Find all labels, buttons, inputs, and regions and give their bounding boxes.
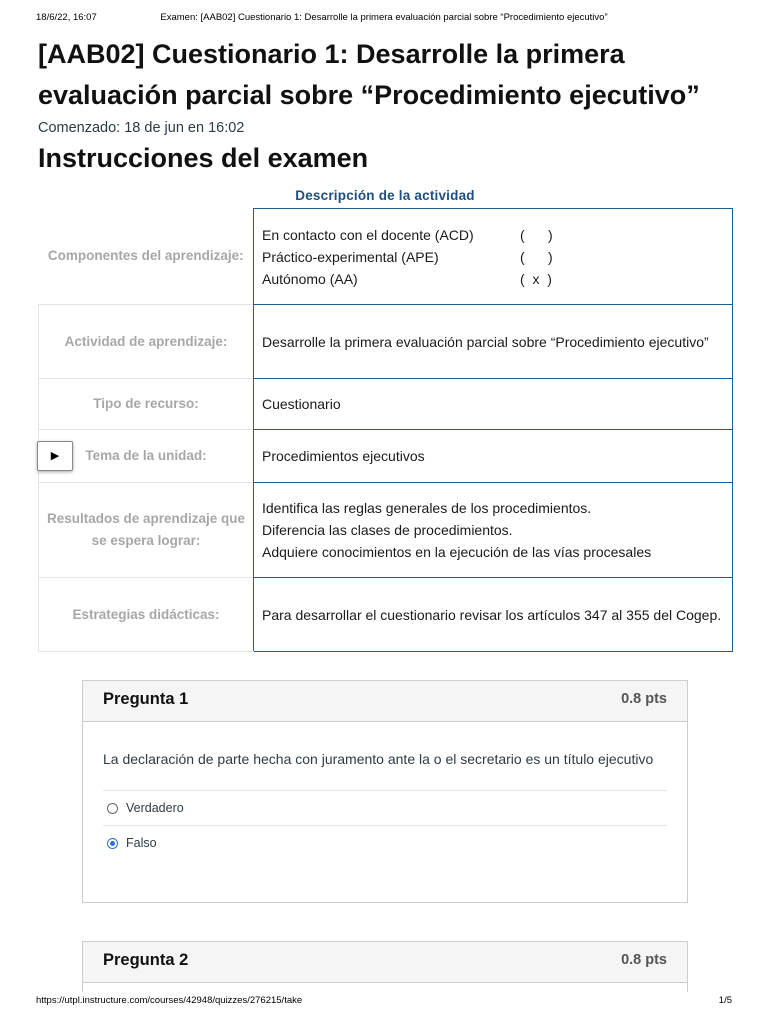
row-label: Tema de la unidad: [85, 448, 207, 463]
row-value: Para desarrollar el cuestionario revisar los artículos 347 al 355 del Cogep. [254, 578, 733, 652]
question-card-2 [82, 941, 688, 992]
question-header [83, 681, 687, 722]
radio-button[interactable] [107, 803, 118, 814]
activity-row-activity [39, 305, 733, 379]
question-points: 0.8 pts [621, 952, 667, 968]
activity-caption: Descripción de la actividad [295, 188, 475, 203]
row-label: Componentes del aprendizaje: [47, 248, 244, 264]
answer-list [103, 790, 667, 860]
started-label: Comenzado: [38, 120, 121, 136]
result-line: Identifica las reglas generales de los procedimientos. [262, 500, 592, 516]
activity-row-components [39, 209, 733, 305]
result-line: Adquiere conocimientos en la ejecución de las vías procesales [262, 544, 652, 560]
print-footer [0, 995, 768, 1009]
row-value: Cuestionario [254, 379, 733, 430]
play-icon: ▶ [50, 450, 60, 462]
row-label: Tipo de recurso: [39, 379, 254, 430]
answer-option-falso[interactable] [103, 825, 667, 860]
components-cell [254, 209, 733, 305]
radio-button-selected[interactable] [107, 838, 118, 849]
print-page-number: 1/5 [718, 995, 732, 1006]
component-name: Práctico-experimental (APE) [262, 248, 439, 265]
answer-option-verdadero[interactable] [103, 790, 667, 825]
question-text: La declaración de parte hecha con juramento ante la o el secretario es un título ejecutivo [103, 751, 654, 767]
component-mark: ( ) [520, 226, 553, 243]
question-header [83, 942, 687, 983]
print-url: https://utpl.instructure.com/courses/42948/quizzes/276215/take [36, 995, 303, 1006]
component-name: Autónomo (AA) [262, 270, 358, 287]
activity-row-results [39, 483, 733, 578]
answer-label: Verdadero [126, 801, 184, 815]
instructions-title: Instrucciones del examen [38, 143, 369, 173]
activity-row-strategies [39, 578, 733, 652]
activity-row-resource [39, 379, 733, 430]
component-item [262, 246, 724, 268]
row-value: Procedimientos ejecutivos [254, 430, 733, 483]
activity-table [38, 208, 733, 652]
page-title: [AAB02] Cuestionario 1: Desarrolle la primera evaluación parcial sobre “Procedimiento ejecutivo” [38, 39, 700, 110]
print-title: Examen: [AAB02] Cuestionario 1: Desarrolle la primera evaluación parcial sobre “Procedimiento ejecutivo” [160, 12, 608, 23]
started-info [38, 120, 248, 136]
component-item [262, 224, 724, 246]
question-title: Pregunta 2 [103, 951, 189, 969]
print-header [0, 12, 768, 26]
started-value: 18 de jun en 16:02 [124, 120, 245, 136]
result-line: Diferencia las clases de procedimientos. [262, 522, 513, 538]
answer-label: Falso [126, 836, 157, 850]
row-value: Desarrolle la primera evaluación parcial sobre “Procedimiento ejecutivo” [254, 305, 733, 379]
media-play-button[interactable] [37, 441, 73, 471]
row-label: Actividad de aprendizaje: [39, 305, 254, 379]
component-name: En contacto con el docente (ACD) [262, 226, 474, 243]
component-mark: ( x ) [520, 270, 552, 287]
question-card-1 [82, 680, 688, 903]
print-date: 18/6/22, 16:07 [36, 12, 97, 23]
results-cell [254, 483, 733, 578]
question-points: 0.8 pts [621, 691, 667, 707]
component-mark: ( ) [520, 248, 553, 265]
component-item [262, 268, 724, 290]
activity-row-topic [39, 430, 733, 483]
question-title: Pregunta 1 [103, 690, 189, 708]
row-label-cell [39, 430, 254, 483]
row-label: Resultados de aprendizaje que se espera lograr: [39, 483, 254, 578]
row-label: Estrategias didácticas: [39, 578, 254, 652]
